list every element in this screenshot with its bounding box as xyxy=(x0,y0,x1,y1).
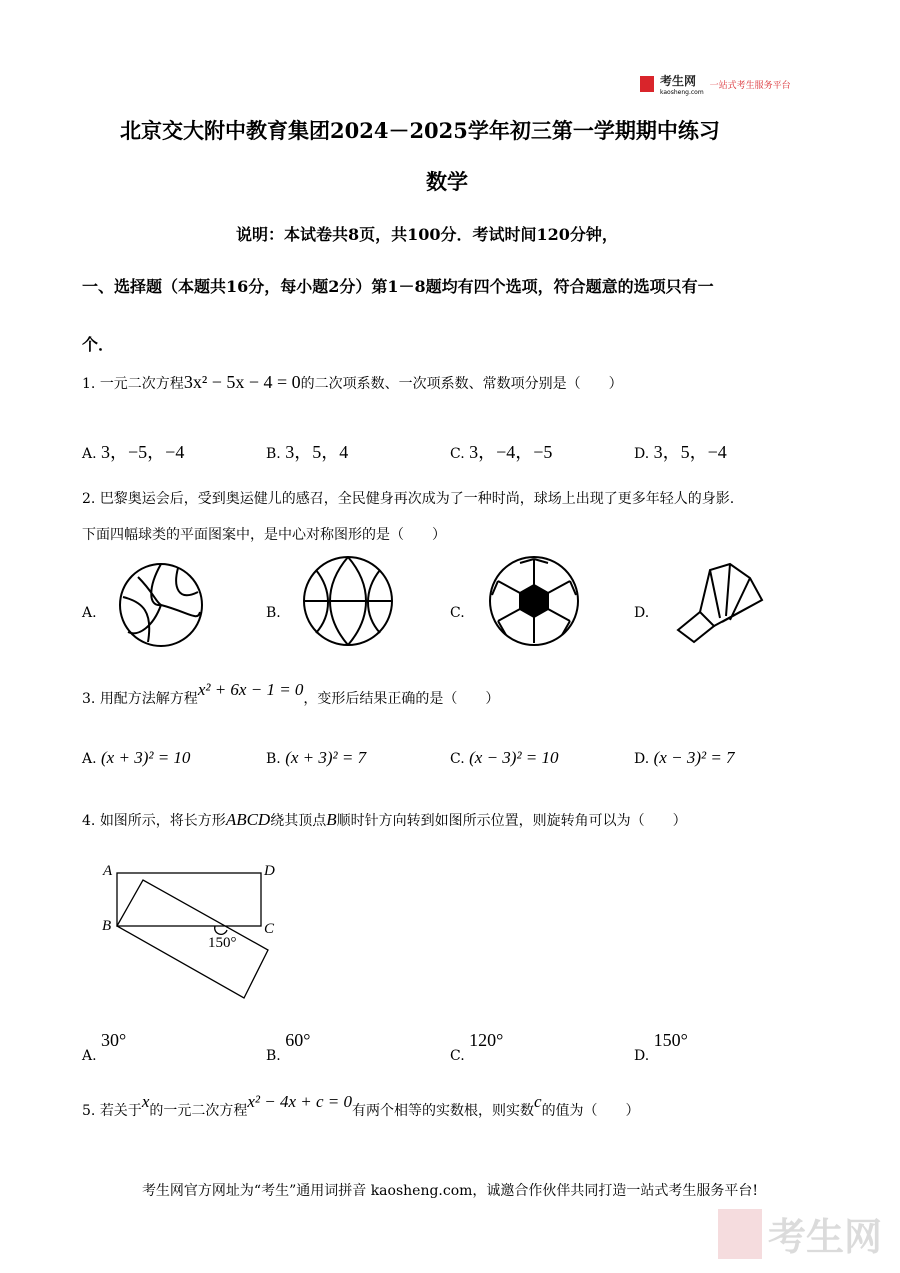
question-2: 2. 巴黎奥运会后，受到奥运健儿的感召，全民健身再次成为了一种时尚，球场上出现了更多年轻人的身影. xyxy=(82,491,735,507)
exam-subject: 数学 xyxy=(426,169,468,194)
option-c: C. 3，−4，−5 xyxy=(450,442,553,462)
label-d: D xyxy=(264,863,275,879)
logo-text xyxy=(660,72,704,96)
section-heading: 一、选择题（本题共16分，每小题2分）第1－8题均有四个选项，符合题意的选项只有一 xyxy=(82,277,714,296)
option-c: C. (x − 3)² = 10 xyxy=(450,748,559,767)
soccer-ball-icon xyxy=(488,555,580,647)
label-b: B xyxy=(102,918,112,934)
option-a: A. xyxy=(82,605,97,621)
option-c: C. 120° xyxy=(450,1030,504,1064)
footer-text: 考生网官方网址为“考生”通用词拼音 kaosheng.com，诚邀合作伙伴共同打造一站式考生服务平台! xyxy=(141,1183,759,1199)
option-c: C. xyxy=(450,605,465,621)
option-b: B. xyxy=(266,605,281,621)
q-text: 一元二次方程 xyxy=(99,376,184,392)
option-d: D. 150° xyxy=(634,1030,688,1064)
option-b: B. (x + 3)² = 7 xyxy=(266,748,367,767)
rotated-rectangle xyxy=(117,880,268,998)
logo-domain: kaosheng.com xyxy=(660,89,704,96)
logo-mark-icon xyxy=(640,76,654,92)
question-3: 3. 用配方法解方程x² + 6x − 1 = 0，变形后结果正确的是（ ） xyxy=(82,680,500,707)
option-b: B. 3，5，4 xyxy=(266,442,349,462)
question-2-cont: 下面四幅球类的平面图案中，是中心对称图形的是（ ） xyxy=(82,527,446,543)
rectangle-abcd xyxy=(117,873,261,926)
option-b: B. 60° xyxy=(266,1030,311,1064)
label-a: A xyxy=(103,863,113,879)
watermark xyxy=(718,1206,882,1261)
option-a: A. 30° xyxy=(82,1030,127,1064)
option-d: D. xyxy=(634,605,650,621)
option-a: A. (x + 3)² = 10 xyxy=(82,748,191,767)
label-c: C xyxy=(264,921,275,937)
rotation-figure xyxy=(95,855,295,1015)
q-text: 的二次项系数、一次项系数、常数项分别是（ ） xyxy=(300,376,623,392)
question-4: 4. 如图所示，将长方形ABCD绕其顶点B顺时针方向转到如图所示位置，则旋转角可以为（ ） xyxy=(82,810,687,829)
shuttlecock-icon xyxy=(670,560,766,646)
kaosheng-logo xyxy=(640,72,791,96)
q-equation: 3x² − 5x − 4 = 0 xyxy=(183,372,301,392)
exam-title: 北京交大附中教育集团2024－2025学年初三第一学期期中练习 xyxy=(120,118,720,143)
watermark-text: 考生网 xyxy=(768,1215,883,1259)
angle-arc xyxy=(215,926,227,934)
question-5: 5. 若关于x的一元二次方程x² − 4x + c = 0有两个相等的实数根，则实数c的值为（ ） xyxy=(82,1092,640,1119)
volleyball-icon xyxy=(118,562,204,648)
section-heading-cont: 个． xyxy=(82,335,115,354)
angle-label: 150° xyxy=(208,935,237,951)
watermark-mark-icon xyxy=(718,1209,762,1259)
option-d: D. 3，5，−4 xyxy=(634,442,727,462)
basketball-icon xyxy=(302,555,394,647)
exam-note: 说明：本试卷共8页，共100分．考试时间120分钟， xyxy=(236,225,618,244)
option-a: A. 3，−5，−4 xyxy=(82,442,185,462)
option-d: D. (x − 3)² = 7 xyxy=(634,748,735,767)
question-1 xyxy=(82,372,623,393)
q-num: 1. xyxy=(82,376,96,392)
logo-name: 考生网 xyxy=(660,74,697,88)
logo-slogan: 一站式考生服务平台 xyxy=(709,80,791,91)
